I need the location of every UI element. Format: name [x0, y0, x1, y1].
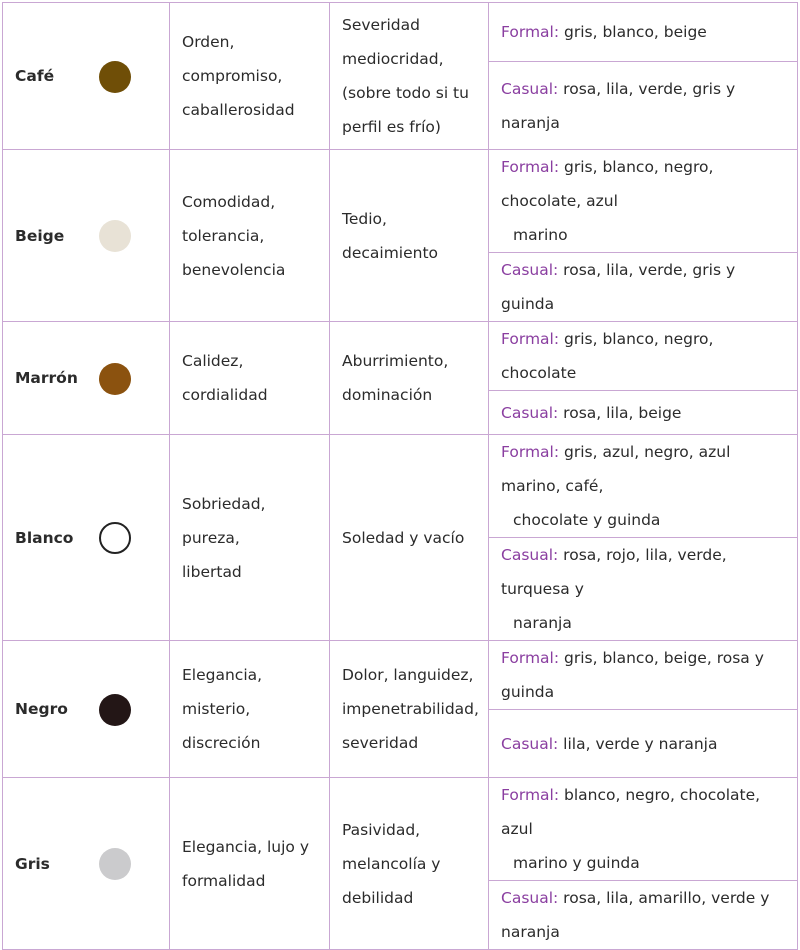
text-line: Orden, — [182, 33, 235, 51]
casual-colors: rosa, lila, beige — [558, 403, 682, 422]
text-line: Comodidad, — [182, 192, 276, 211]
positive-meaning — [170, 778, 330, 950]
casual-colors: rosa, lila, verde, gris y naranja — [501, 79, 736, 132]
casual-combo — [489, 710, 798, 778]
color-swatch — [83, 3, 170, 150]
swatch-dot — [99, 848, 131, 880]
formal-combo — [489, 322, 798, 391]
positive-meaning — [170, 150, 330, 322]
negative-meaning — [330, 435, 489, 641]
casual-label: Casual: — [501, 261, 559, 279]
casual-colors: lila, verde y naranja — [558, 734, 718, 753]
text-line: misterio, — [182, 700, 251, 718]
casual-label: Casual: — [501, 546, 559, 564]
text-line: Severidad — [342, 16, 420, 34]
casual-label: Casual: — [501, 734, 559, 753]
text-line: debilidad — [342, 888, 414, 907]
negative-meaning — [330, 778, 489, 950]
negative-meaning — [330, 322, 489, 435]
formal-colors: gris, blanco, beige, rosa y guinda — [501, 649, 764, 701]
positive-meaning — [170, 641, 330, 778]
color-swatch — [83, 150, 170, 322]
text-line: Dolor, languidez, — [342, 666, 474, 684]
text-line: Elegancia, lujo y — [182, 837, 309, 856]
formal-colors: gris, blanco, negro, chocolate — [501, 330, 714, 382]
text-line: melancolía y — [342, 854, 441, 873]
formal-colors: gris, azul, negro, azul marino, café, — [501, 443, 731, 495]
text-line: Elegancia, — [182, 666, 263, 684]
formal-combo — [489, 150, 798, 253]
text-line: discreción — [182, 734, 261, 752]
color-swatch — [83, 641, 170, 778]
casual-colors: rosa, rojo, lila, verde, turquesa y — [501, 546, 727, 598]
casual-label: Casual: — [501, 79, 559, 98]
formal-colors-cont: marino y guinda — [513, 854, 640, 872]
color-meaning-table — [2, 2, 798, 950]
text-line: libertad — [182, 562, 242, 581]
swatch-dot — [99, 522, 131, 554]
casual-combo — [489, 538, 798, 641]
formal-label: Formal: — [501, 330, 560, 348]
table-row — [3, 322, 798, 391]
color-name: Negro — [3, 641, 84, 778]
formal-label: Formal: — [501, 786, 560, 804]
text-line: caballerosidad — [182, 101, 295, 119]
text-line: formalidad — [182, 871, 266, 890]
text-line: severidad — [342, 734, 419, 752]
casual-label: Casual: — [501, 889, 559, 907]
text-line: impenetrabilidad, — [342, 700, 479, 718]
text-line: tolerancia, — [182, 226, 265, 245]
color-swatch — [83, 322, 170, 435]
casual-combo — [489, 62, 798, 150]
text-line: Calidez, — [182, 352, 244, 370]
swatch-dot — [99, 61, 131, 93]
text-line: Tedio, decaimiento — [342, 209, 439, 262]
color-swatch — [83, 435, 170, 641]
table-row — [3, 435, 798, 538]
text-line: mediocridad, — [342, 50, 444, 68]
formal-combo — [489, 3, 798, 62]
formal-colors: gris, blanco, negro, chocolate, azul — [501, 158, 714, 210]
text-line: (sobre todo si tu — [342, 84, 469, 102]
casual-colors: rosa, lila, verde, gris y guinda — [501, 261, 736, 313]
positive-meaning — [170, 322, 330, 435]
positive-meaning — [170, 3, 330, 150]
swatch-dot — [99, 694, 131, 726]
casual-colors: rosa, lila, amarillo, verde y naranja — [501, 889, 770, 941]
color-name: Marrón — [3, 322, 84, 435]
casual-combo — [489, 253, 798, 322]
casual-combo — [489, 391, 798, 435]
text-line: compromiso, — [182, 67, 283, 85]
formal-label: Formal: — [501, 158, 560, 176]
table-row — [3, 778, 798, 881]
formal-label: Formal: — [501, 443, 560, 461]
table-row — [3, 641, 798, 710]
formal-label: Formal: — [501, 23, 560, 41]
table-row — [3, 3, 798, 62]
casual-combo — [489, 881, 798, 950]
swatch-dot — [99, 220, 131, 252]
formal-combo — [489, 778, 798, 881]
text-line: Soledad y vacío — [342, 528, 465, 547]
formal-label: Formal: — [501, 649, 560, 667]
color-swatch — [83, 778, 170, 950]
casual-label: Casual: — [501, 403, 559, 422]
casual-colors-cont: naranja — [513, 614, 572, 632]
positive-meaning — [170, 435, 330, 641]
negative-meaning — [330, 3, 489, 150]
text-line: perfil es frío) — [342, 118, 441, 136]
formal-colors: blanco, negro, chocolate, azul — [501, 786, 761, 838]
formal-colors-cont: marino — [513, 226, 568, 244]
negative-meaning — [330, 641, 489, 778]
negative-meaning — [330, 150, 489, 322]
swatch-dot — [99, 363, 131, 395]
color-name: Beige — [3, 150, 84, 322]
text-line: benevolencia — [182, 260, 286, 279]
text-line: Pasividad, — [342, 820, 421, 839]
text-line: Sobriedad, pureza, — [182, 494, 266, 547]
formal-colors: gris, blanco, beige — [559, 23, 707, 41]
color-name: Blanco — [3, 435, 84, 641]
text-line: Aburrimiento, — [342, 352, 449, 370]
formal-combo — [489, 641, 798, 710]
table-row — [3, 150, 798, 253]
formal-combo — [489, 435, 798, 538]
text-line: dominación — [342, 386, 433, 404]
text-line: cordialidad — [182, 386, 268, 404]
color-name: Gris — [3, 778, 84, 950]
color-name: Café — [3, 3, 84, 150]
formal-colors-cont: chocolate y guinda — [513, 511, 661, 529]
